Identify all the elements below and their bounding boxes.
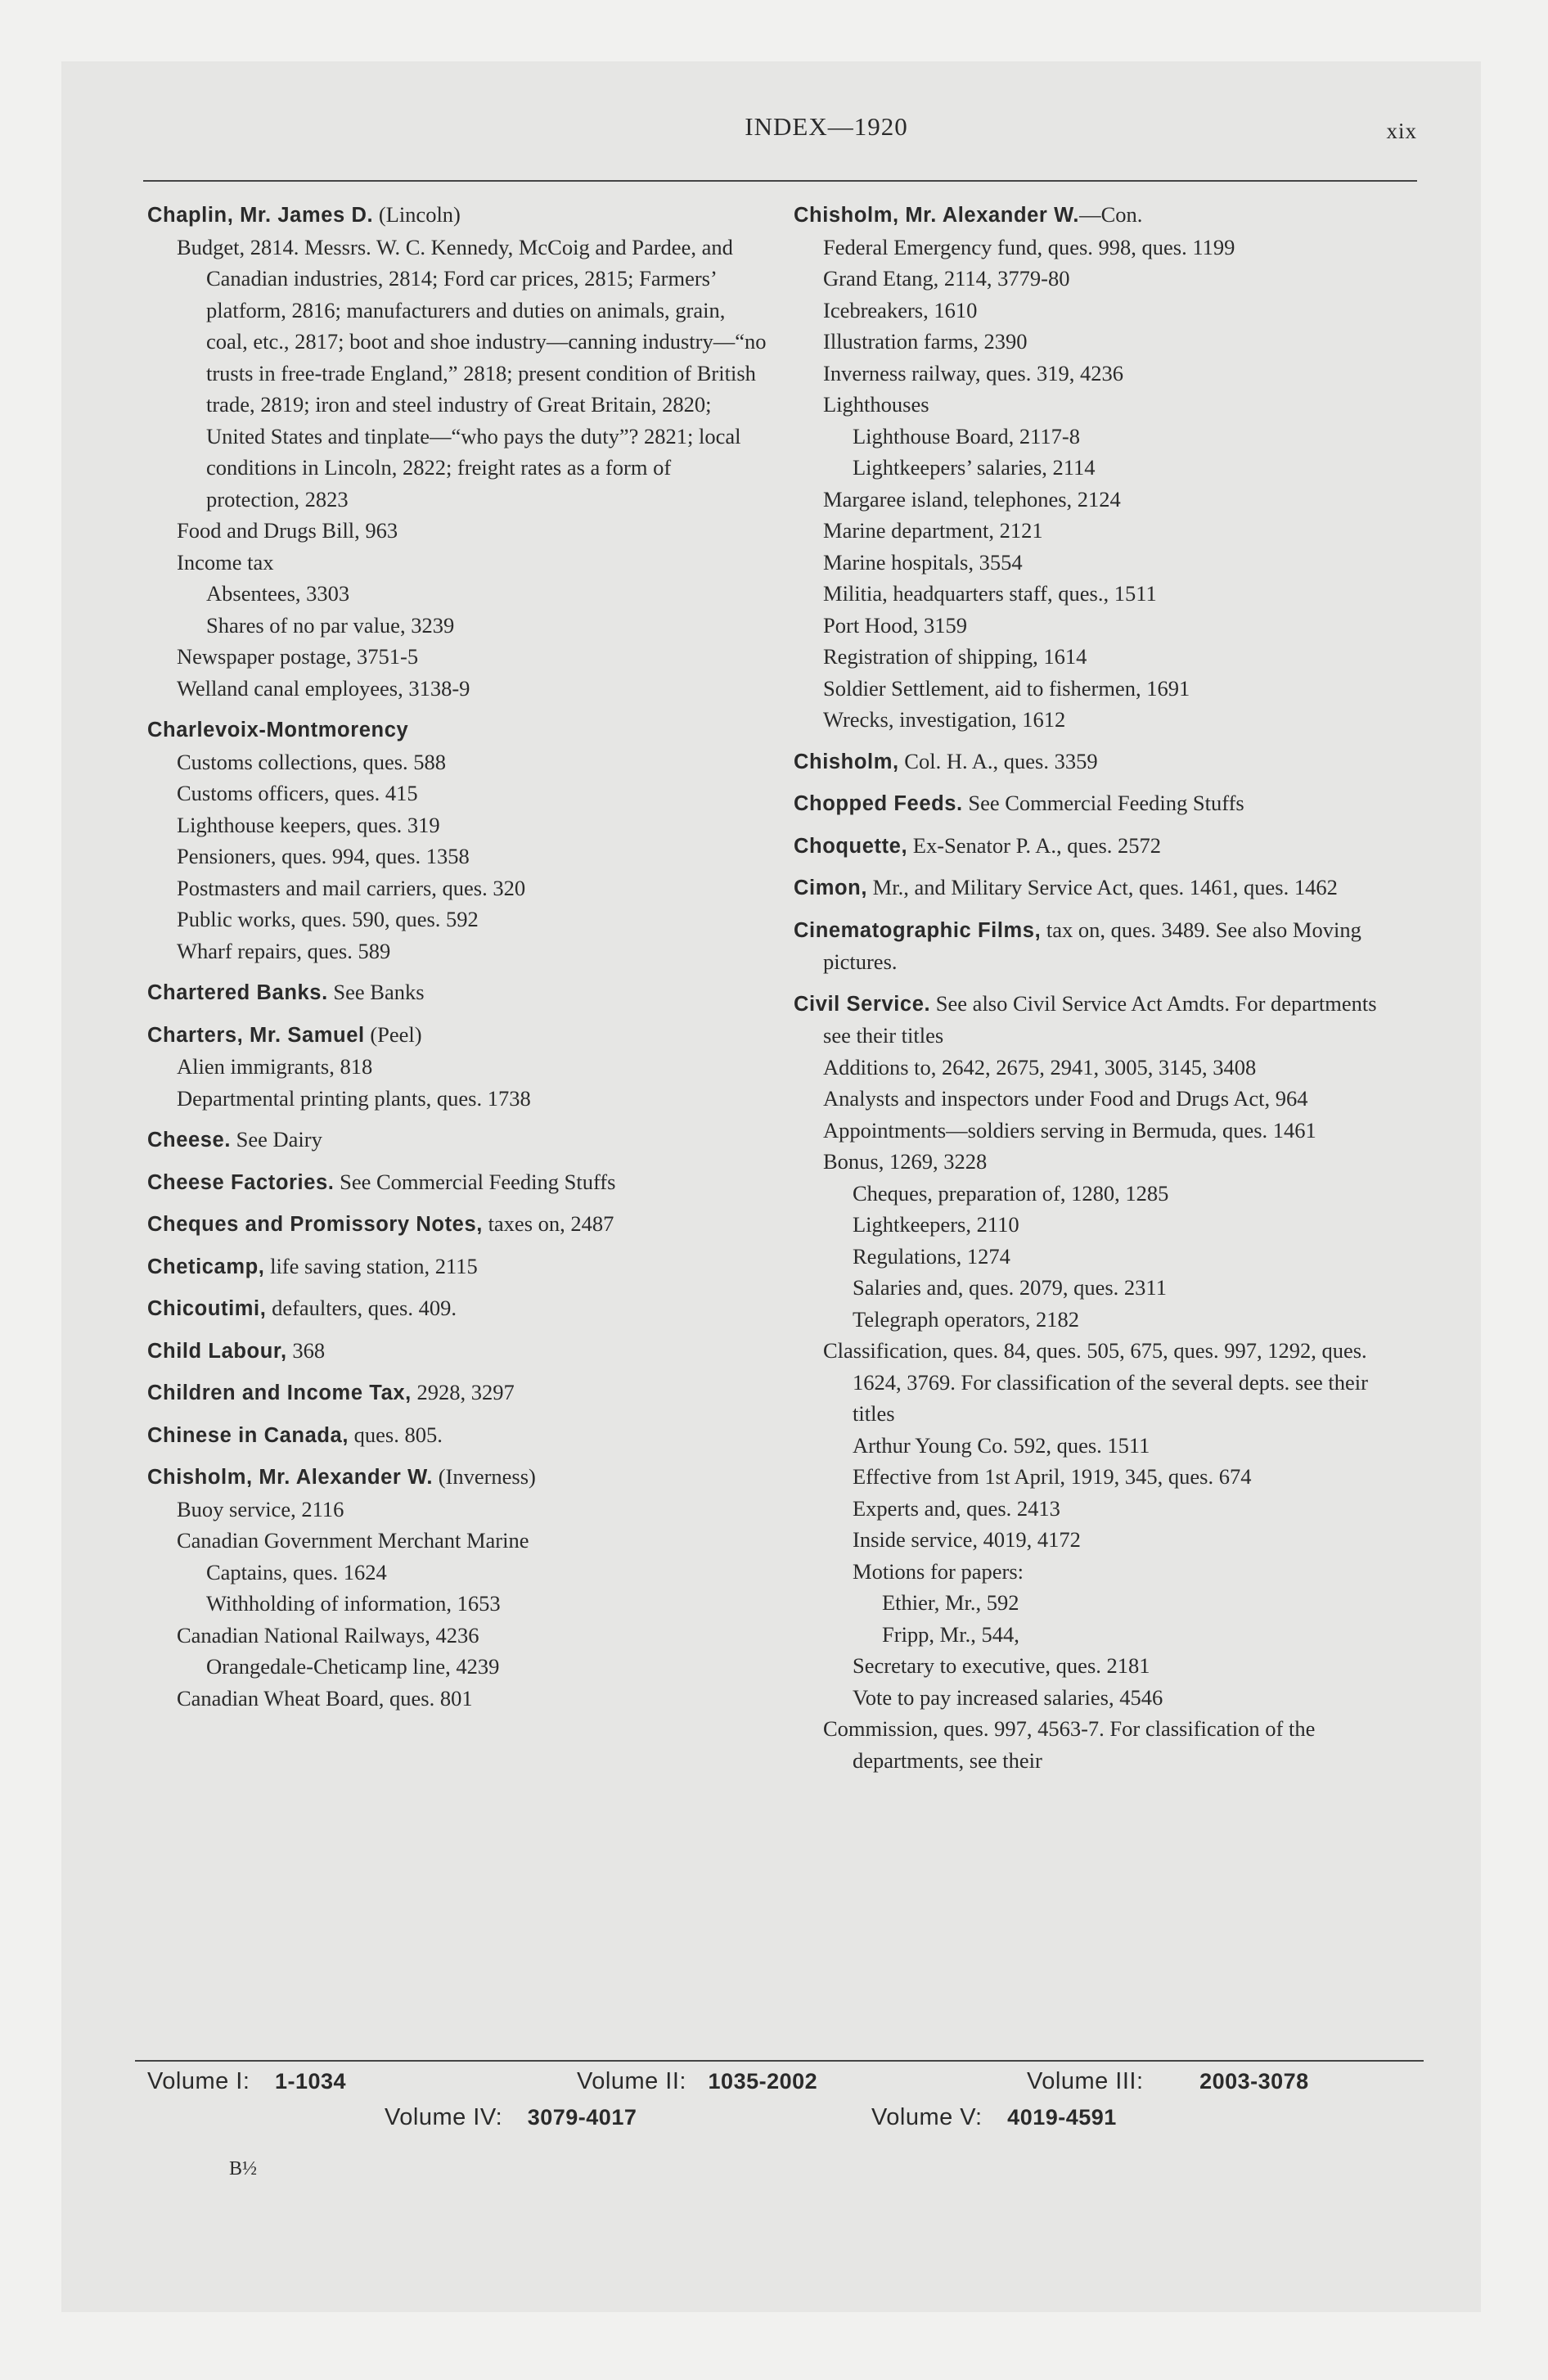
entry-headword: Charlevoix-Montmorency (147, 719, 409, 741)
volume-1-label: Volume I: (147, 2068, 250, 2094)
entry-heading (794, 872, 1395, 904)
entry-subline: Fripp, Mr., 544, (882, 1621, 1019, 1647)
entry-headword: Cheques and Promissory Notes, (147, 1213, 483, 1236)
entry-subline: Public works, ques. 590, ques. 592 (177, 907, 479, 931)
left-column (147, 199, 769, 1724)
index-page (61, 61, 1481, 2312)
volume-1-range: 1-1034 (274, 2069, 347, 2094)
right-column (794, 199, 1395, 1786)
entry-heading (147, 1335, 769, 1368)
volume-2-range: 1035-2002 (708, 2069, 818, 2094)
volume-3-label: Volume III: (1027, 2068, 1144, 2094)
entry-subline: Orangedale-Cheticamp line, 4239 (206, 1654, 500, 1679)
volume-4-label: Volume IV: (385, 2104, 503, 2130)
entry-headword: Children and Income Tax, (147, 1382, 412, 1404)
entry-headword: Cheese Factories. (147, 1170, 335, 1194)
entry-headword: Chisholm, Mr. Alexander W. (794, 204, 1080, 227)
entry-subline: Lightkeepers, 2110 (853, 1212, 1019, 1237)
index-entry (794, 787, 1395, 820)
entry-heading (147, 1208, 769, 1241)
footer-divider (135, 2060, 1424, 2062)
entry-subline: Bonus, 1269, 3228 (823, 1149, 988, 1174)
entry-headword: Chisholm, Mr. Alexander W. (147, 1466, 434, 1489)
entry-heading (794, 787, 1395, 820)
entry-headword: Chinese in Canada, (147, 1423, 349, 1447)
entry-subline: Inside service, 4019, 4172 (853, 1527, 1081, 1552)
entry-heading-text: (Inverness) (433, 1464, 536, 1489)
index-entry (147, 1251, 769, 1283)
entry-subline: Newspaper postage, 3751-5 (177, 644, 419, 669)
entry-heading (147, 1124, 769, 1156)
index-entry (794, 988, 1395, 1777)
entry-heading (147, 1419, 769, 1452)
entry-heading-text: life saving station, 2115 (264, 1253, 478, 1278)
header-divider (143, 180, 1417, 182)
entry-subline: Income tax (177, 549, 274, 575)
entry-subline: Secretary to executive, ques. 2181 (853, 1653, 1150, 1678)
index-entry (147, 1208, 769, 1241)
entry-subline: Motions for papers: (853, 1558, 1024, 1584)
index-entry (147, 976, 769, 1009)
entry-subline: Marine department, 2121 (823, 518, 1043, 543)
entry-subline: Ethier, Mr., 592 (882, 1590, 1019, 1615)
entry-subline: Canadian Wheat Board, ques. 801 (177, 1685, 473, 1711)
volume-3-range: 2003-3078 (1199, 2069, 1309, 2094)
entry-heading-text: taxes on, 2487 (482, 1211, 614, 1236)
entry-subline: Postmasters and mail carriers, ques. 320 (177, 875, 526, 900)
entry-subline: Soldier Settlement, aid to fishermen, 1691 (823, 675, 1190, 701)
entry-subline: Welland canal employees, 3138-9 (177, 675, 470, 701)
entry-heading-text: Col. H. A., ques. 3359 (898, 748, 1098, 773)
entry-heading (794, 914, 1395, 978)
index-entry (147, 1124, 769, 1156)
entry-subline: Commission, ques. 997, 4563-7. For classification of the departments, see their (823, 1716, 1316, 1773)
entry-headword: Chopped Feeds. (794, 792, 963, 815)
volume-4-range: 3079-4017 (527, 2105, 637, 2130)
entry-heading (147, 1292, 769, 1325)
entry-subline: Port Hood, 3159 (823, 612, 967, 638)
volume-5-label: Volume V: (871, 2104, 983, 2130)
entry-heading-text: (Peel) (364, 1021, 422, 1047)
entry-heading-text: Mr., and Military Service Act, ques. 1461, ques. 1462 (867, 875, 1338, 899)
volume-3 (1027, 2068, 1309, 2095)
entry-subline: Lighthouses (823, 392, 929, 417)
entry-subline: Effective from 1st April, 1919, 345, ques. 674 (853, 1464, 1252, 1489)
entry-subline: Arthur Young Co. 592, ques. 1511 (853, 1432, 1150, 1458)
entry-headword: Chicoutimi, (147, 1297, 267, 1320)
entry-subline: Withholding of information, 1653 (206, 1591, 501, 1616)
entry-subline: Alien immigrants, 818 (177, 1054, 373, 1079)
entry-heading-text: defaulters, ques. 409. (266, 1296, 457, 1320)
index-entry (147, 1292, 769, 1325)
index-entry (147, 714, 769, 967)
entry-subline: Cheques, preparation of, 1280, 1285 (853, 1180, 1169, 1206)
entry-subline: Registration of shipping, 1614 (823, 644, 1087, 669)
index-entry (147, 1335, 769, 1368)
entry-subline: Margaree island, telephones, 2124 (823, 486, 1121, 512)
entry-headword: Choquette, (794, 834, 908, 858)
entry-subline: Lighthouse Board, 2117-8 (853, 423, 1080, 449)
entry-heading (147, 1377, 769, 1409)
volume-4 (385, 2104, 637, 2131)
entry-heading-text: 2928, 3297 (411, 1380, 515, 1404)
entry-headword: Cinematographic Films, (794, 918, 1042, 942)
entry-heading-text: ques. 805. (349, 1422, 443, 1447)
index-entry (147, 199, 769, 704)
entry-subline: Wharf repairs, ques. 589 (177, 938, 391, 963)
entry-subline: Customs collections, ques. 588 (177, 749, 447, 774)
entry-headword: Chaplin, Mr. James D. (147, 204, 374, 227)
entry-subline: Canadian Government Merchant Marine (177, 1528, 529, 1553)
index-entry (147, 1019, 769, 1115)
entry-subline: Absentees, 3303 (206, 581, 350, 606)
entry-subline: Buoy service, 2116 (177, 1496, 344, 1521)
entry-subline: Wrecks, investigation, 1612 (823, 707, 1066, 732)
entry-subline: Customs officers, ques. 415 (177, 781, 418, 805)
index-entry (147, 1166, 769, 1199)
volume-5-range: 4019-4591 (1007, 2105, 1117, 2130)
entry-subline: Appointments—soldiers serving in Bermuda, ques. 1461 (823, 1117, 1316, 1143)
entry-subline: Vote to pay increased salaries, 4546 (853, 1684, 1163, 1710)
entry-subline: Additions to, 2642, 2675, 2941, 3005, 3145, 3408 (823, 1054, 1257, 1080)
entry-headword: Charters, Mr. Samuel (147, 1023, 365, 1047)
entry-heading-text: See Dairy (231, 1127, 322, 1152)
entry-subline: Regulations, 1274 (853, 1243, 1010, 1269)
entry-subline: Icebreakers, 1610 (823, 297, 978, 322)
entry-subline: Militia, headquarters staff, ques., 1511 (823, 581, 1157, 606)
entry-headword: Civil Service. (794, 992, 931, 1016)
entry-subline: Grand Etang, 2114, 3779-80 (823, 266, 1070, 291)
entry-subline: Shares of no par value, 3239 (206, 612, 455, 638)
entry-subline: Federal Emergency fund, ques. 998, ques. 1199 (823, 234, 1235, 259)
entry-heading (147, 714, 769, 746)
entry-heading-text: Ex-Senator P. A., ques. 2572 (907, 832, 1162, 858)
entry-heading (147, 1251, 769, 1283)
entry-headword: Cimon, (794, 877, 868, 899)
entry-headword: Cheticamp, (147, 1255, 265, 1278)
entry-headword: Child Labour, (147, 1339, 287, 1363)
entry-heading (794, 746, 1395, 778)
entry-heading (794, 988, 1395, 1052)
entry-subline: Marine hospitals, 3554 (823, 549, 1023, 575)
signature-mark: B½ (229, 2158, 258, 2179)
entry-subline: Food and Drugs Bill, 963 (177, 518, 398, 543)
page-number: xix (1386, 119, 1417, 143)
entry-subline: Departmental printing plants, ques. 1738 (177, 1085, 531, 1111)
entry-subline: Salaries and, ques. 2079, ques. 2311 (853, 1275, 1167, 1300)
entry-heading (794, 199, 1395, 232)
entry-heading (147, 1166, 769, 1199)
entry-heading-text: 368 (286, 1337, 326, 1363)
entry-heading-text: —Con. (1079, 202, 1143, 227)
entry-heading (147, 976, 769, 1009)
index-entry (147, 1461, 769, 1714)
index-entry (794, 914, 1395, 978)
index-entry (794, 872, 1395, 904)
entry-heading (147, 199, 769, 232)
volume-2 (577, 2068, 817, 2095)
entry-subline: Pensioners, ques. 994, ques. 1358 (177, 844, 470, 868)
volume-2-label: Volume II: (577, 2068, 686, 2094)
entry-heading (794, 830, 1395, 863)
entry-subline: Classification, ques. 84, ques. 505, 675, ques. 997, 1292, ques. 1624, 3769. For classification of the several depts. see their titles (823, 1338, 1368, 1426)
entry-heading (147, 1461, 769, 1494)
index-entry (794, 746, 1395, 778)
entry-subline: Lighthouse keepers, ques. 319 (177, 812, 440, 837)
entry-subline: Budget, 2814. Messrs. W. C. Kennedy, McCoig and Pardee, and Canadian industries, 2814; Ford car prices, 2815; Farmers’ platform, 2816; manufacturers and duties on animals, grain, coal, etc., 2817; boot and shoe industry—canning industry—“no trusts in free-trade England,” 2818; present condition of British trade, 2819; iron and steel industry of Great Britain, 2820; United States and tinplate—“who pays the duty”? 2821; local conditions in Lincoln, 2822; freight rates as a form of protection, 2823 (177, 234, 767, 512)
index-entry (147, 1419, 769, 1452)
index-entry (794, 199, 1395, 736)
entry-heading (147, 1019, 769, 1052)
entry-subline: Inverness railway, ques. 319, 4236 (823, 360, 1123, 385)
entry-headword: Chisholm, (794, 750, 899, 773)
page-title: INDEX—1920 (745, 112, 908, 141)
entry-heading-text: (Lincoln) (373, 202, 461, 227)
entry-subline: Experts and, ques. 2413 (853, 1495, 1060, 1521)
entry-subline: Canadian National Railways, 4236 (177, 1622, 479, 1648)
entry-subline: Illustration farms, 2390 (823, 329, 1028, 354)
entry-subline: Telegraph operators, 2182 (853, 1306, 1080, 1332)
entry-heading-text: See Commercial Feeding Stuffs (334, 1169, 616, 1194)
entry-heading-text: See Commercial Feeding Stuffs (962, 791, 1244, 815)
entry-subline: Lightkeepers’ salaries, 2114 (853, 455, 1096, 480)
entry-heading-text: See Banks (327, 980, 425, 1004)
volume-1 (147, 2068, 346, 2095)
index-entry (794, 830, 1395, 863)
entry-subline: Captains, ques. 1624 (206, 1559, 387, 1584)
entry-subline: Analysts and inspectors under Food and Drugs Act, 964 (823, 1086, 1308, 1111)
entry-heading-text: See also Civil Service Act Amdts. For departments see their titles (823, 990, 1377, 1048)
entry-heading-text: tax on, ques. 3489. See also Moving pictures. (823, 917, 1361, 974)
entry-headword: Chartered Banks. (147, 981, 328, 1004)
volume-5 (871, 2104, 1117, 2131)
index-entry (147, 1377, 769, 1409)
entry-headword: Cheese. (147, 1129, 232, 1152)
